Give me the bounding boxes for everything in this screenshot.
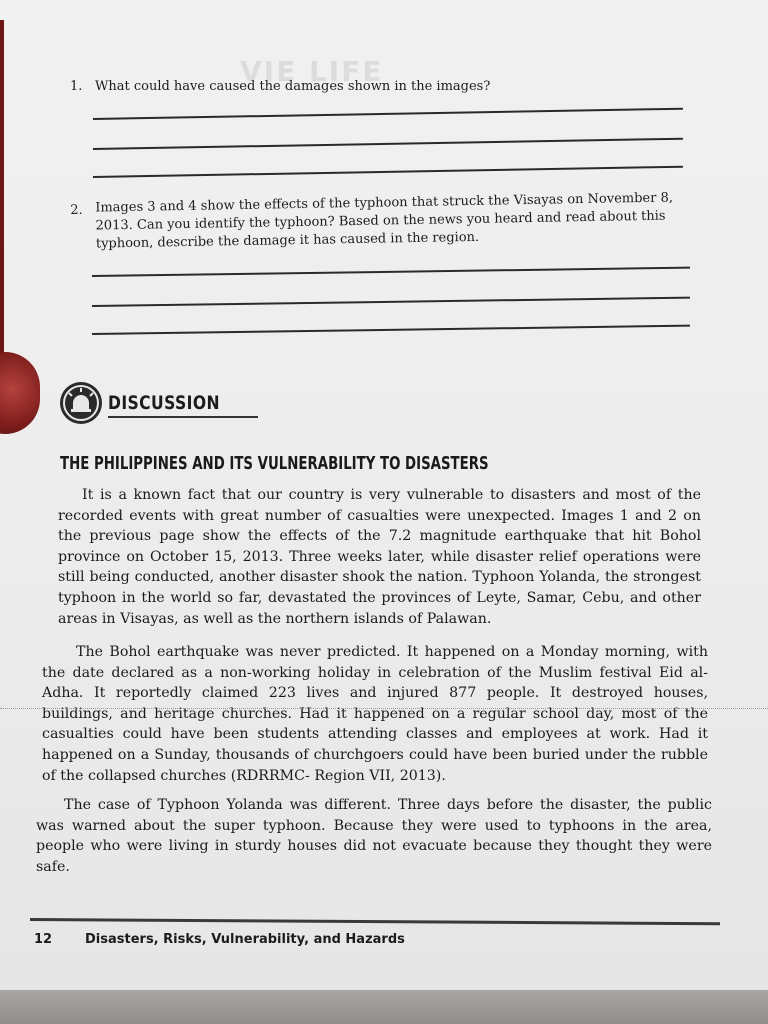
thumb <box>0 352 40 434</box>
paragraph <box>36 795 712 877</box>
question-text: Images 3 and 4 show the effects of the typhoon that struck the Visayas on November 8, 2013. Can you identify the typhoon? Based on the news you heard and read about this typhoon, describe the damage it has caused in the region. <box>95 190 674 252</box>
paragraph <box>42 642 708 786</box>
book-title: Disasters, Risks, Vulnerability, and Hazards <box>85 932 405 947</box>
question-number: 1. <box>70 79 83 94</box>
page-edge <box>0 20 4 360</box>
bleed-through-text: VIE LIFE <box>240 55 384 88</box>
answer-line[interactable] <box>92 325 690 335</box>
page-number: 12 <box>34 932 53 947</box>
answer-line[interactable] <box>93 108 683 120</box>
alarm-light-icon <box>60 382 102 424</box>
section-title: THE PHILIPPINES AND ITS VULNERABILITY TO DISASTERS <box>60 453 489 474</box>
fold-line <box>0 708 768 709</box>
background-surface <box>0 990 768 1024</box>
answer-line[interactable] <box>92 297 690 307</box>
discussion-header <box>58 380 278 430</box>
discussion-label: DISCUSSION <box>108 392 220 414</box>
question-number: 2. <box>70 202 83 218</box>
question-1 <box>70 78 710 98</box>
discussion-underline <box>108 416 258 418</box>
paragraph-text: The Bohol earthquake was never predicted. It happened on a Monday morning, with the date declared as a non-working holiday in celebration of the Muslim festival Eid al-Adha. It reportedly claimed 223 lives and injured 877 people. It destroyed houses, buildings, and heritage churches. Had it happened on a regular school day, most of the casualties could have been students attending classes and employees at work. Had it happened on a Sunday, thousands of churchgoers could have been buried under the rubble of the collapsed churches (RDRRMC- Region VII, 2013). <box>42 644 708 784</box>
answer-line[interactable] <box>92 267 690 277</box>
answer-line[interactable] <box>93 166 683 178</box>
paragraph-text: The case of Typhoon Yolanda was different. Three days before the disaster, the public was warned about the super typhoon. Because they were used to typhoons in the area, people who were living in sturdy houses did not evacuate because they thought they were safe. <box>36 797 712 875</box>
paragraph <box>58 485 701 629</box>
answer-line[interactable] <box>93 138 683 150</box>
question-text: What could have caused the damages shown in the images? <box>95 79 491 94</box>
paragraph-text: It is a known fact that our country is very vulnerable to disasters and most of the recorded events with great number of casualties were unexpected. Images 1 and 2 on the previous page show the effects of the 7.2 magnitude earthquake that hit Bohol province on October 15, 2013. Three weeks later, while disaster relief operations were still being conducted, another disaster shook the nation. Typhoon Yolanda, the strongest typhoon in the world so far, devastated the provinces of Leyte, Samar, Cebu, and other areas in Visayas, as well as the northern islands of Palawan. <box>58 487 701 627</box>
question-2 <box>70 181 711 252</box>
footer-rule <box>30 918 720 925</box>
